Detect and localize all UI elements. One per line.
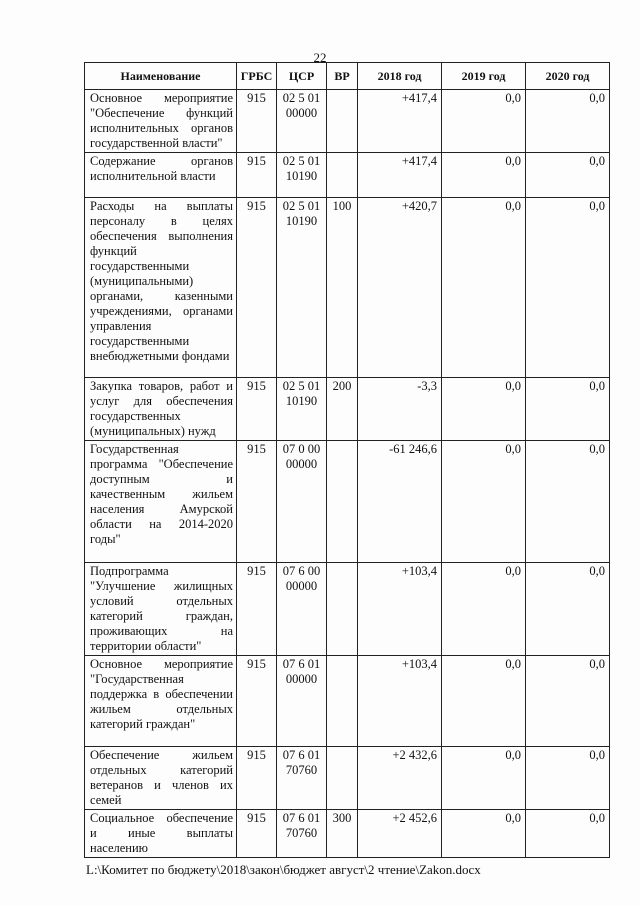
row-grbs: 915: [237, 747, 277, 810]
row-2019: 0,0: [442, 153, 526, 198]
row-vr: [327, 747, 358, 810]
row-2018: -61 246,6: [358, 441, 442, 563]
row-vr: [327, 563, 358, 656]
row-grbs: 915: [237, 656, 277, 747]
row-2018: +2 452,6: [358, 810, 442, 858]
row-grbs: 915: [237, 378, 277, 441]
header-grbs: ГРБС: [237, 63, 277, 90]
row-vr: [327, 90, 358, 153]
table-row: [85, 198, 610, 378]
row-csr: 07 0 00 00000: [277, 441, 327, 563]
row-2018: +420,7: [358, 198, 442, 378]
row-vr: [327, 441, 358, 563]
row-2018: +103,4: [358, 563, 442, 656]
table-header-row: [85, 63, 610, 90]
row-2020: 0,0: [526, 198, 610, 378]
header-name: Наименование: [85, 63, 237, 90]
row-grbs: 915: [237, 198, 277, 378]
header-2020: 2020 год: [526, 63, 610, 90]
budget-table: [84, 62, 610, 858]
row-2019: 0,0: [442, 90, 526, 153]
row-2020: 0,0: [526, 90, 610, 153]
row-name: Основное мероприятие "Обеспечение функций исполнительных органов государственной власти": [85, 90, 237, 153]
row-2018: +417,4: [358, 153, 442, 198]
table-row: [85, 656, 610, 747]
page-number: 22: [313, 50, 327, 65]
table-row: [85, 563, 610, 656]
row-2018: +2 432,6: [358, 747, 442, 810]
row-grbs: 915: [237, 90, 277, 153]
table-row: [85, 90, 610, 153]
table-row: [85, 810, 610, 858]
row-csr: 07 6 01 70760: [277, 810, 327, 858]
table-row: [85, 441, 610, 563]
row-vr: [327, 153, 358, 198]
row-2018: -3,3: [358, 378, 442, 441]
row-vr: [327, 656, 358, 747]
row-2018: +417,4: [358, 90, 442, 153]
row-csr: 07 6 00 00000: [277, 563, 327, 656]
row-2018: +103,4: [358, 656, 442, 747]
table-row: [85, 153, 610, 198]
row-vr: 100: [327, 198, 358, 378]
row-2019: 0,0: [442, 198, 526, 378]
row-name: Социальное обеспечение и иные выплаты населению: [85, 810, 237, 858]
header-2018: 2018 год: [358, 63, 442, 90]
row-name: Подпрограмма "Улучшение жилищных условий отдельных категорий граждан, проживающих на территории области": [85, 563, 237, 656]
row-grbs: 915: [237, 153, 277, 198]
footer-file-path: L:\Комитет по бюджету\2018\закон\бюджет август\2 чтение\Zakon.docx: [86, 862, 481, 877]
row-name: Закупка товаров, работ и услуг для обеспечения государственных (муниципальных) нужд: [85, 378, 237, 441]
row-csr: 02 5 01 10190: [277, 153, 327, 198]
row-grbs: 915: [237, 563, 277, 656]
row-name: Государственная программа "Обеспечение доступным и качественным жильем населения Амурской области на 2014-2020 годы": [85, 441, 237, 563]
row-csr: 02 5 01 10190: [277, 378, 327, 441]
row-2019: 0,0: [442, 441, 526, 563]
row-grbs: 915: [237, 810, 277, 858]
row-name: Содержание органов исполнительной власти: [85, 153, 237, 198]
row-csr: 02 5 01 00000: [277, 90, 327, 153]
row-2020: 0,0: [526, 153, 610, 198]
row-name: Расходы на выплаты персоналу в целях обеспечения выполнения функций государственными (муниципальными) органами, казенными учреждениями, органами управления государственными внебюджетными фондами: [85, 198, 237, 378]
row-csr: 07 6 01 00000: [277, 656, 327, 747]
row-2020: 0,0: [526, 378, 610, 441]
table-row: [85, 747, 610, 810]
row-vr: 200: [327, 378, 358, 441]
row-vr: 300: [327, 810, 358, 858]
header-vr: ВР: [327, 63, 358, 90]
row-2020: 0,0: [526, 441, 610, 563]
row-2020: 0,0: [526, 656, 610, 747]
row-2020: 0,0: [526, 563, 610, 656]
row-2019: 0,0: [442, 747, 526, 810]
row-2020: 0,0: [526, 810, 610, 858]
row-2019: 0,0: [442, 378, 526, 441]
row-csr: 07 6 01 70760: [277, 747, 327, 810]
table-row: [85, 378, 610, 441]
row-name: Основное мероприятие "Государственная поддержка в обеспечении жильем отдельных категорий граждан": [85, 656, 237, 747]
row-grbs: 915: [237, 441, 277, 563]
row-2020: 0,0: [526, 747, 610, 810]
header-2019: 2019 год: [442, 63, 526, 90]
row-2019: 0,0: [442, 656, 526, 747]
row-csr: 02 5 01 10190: [277, 198, 327, 378]
header-csr: ЦСР: [277, 63, 327, 90]
row-2019: 0,0: [442, 810, 526, 858]
row-2019: 0,0: [442, 563, 526, 656]
row-name: Обеспечение жильем отдельных категорий ветеранов и членов их семей: [85, 747, 237, 810]
